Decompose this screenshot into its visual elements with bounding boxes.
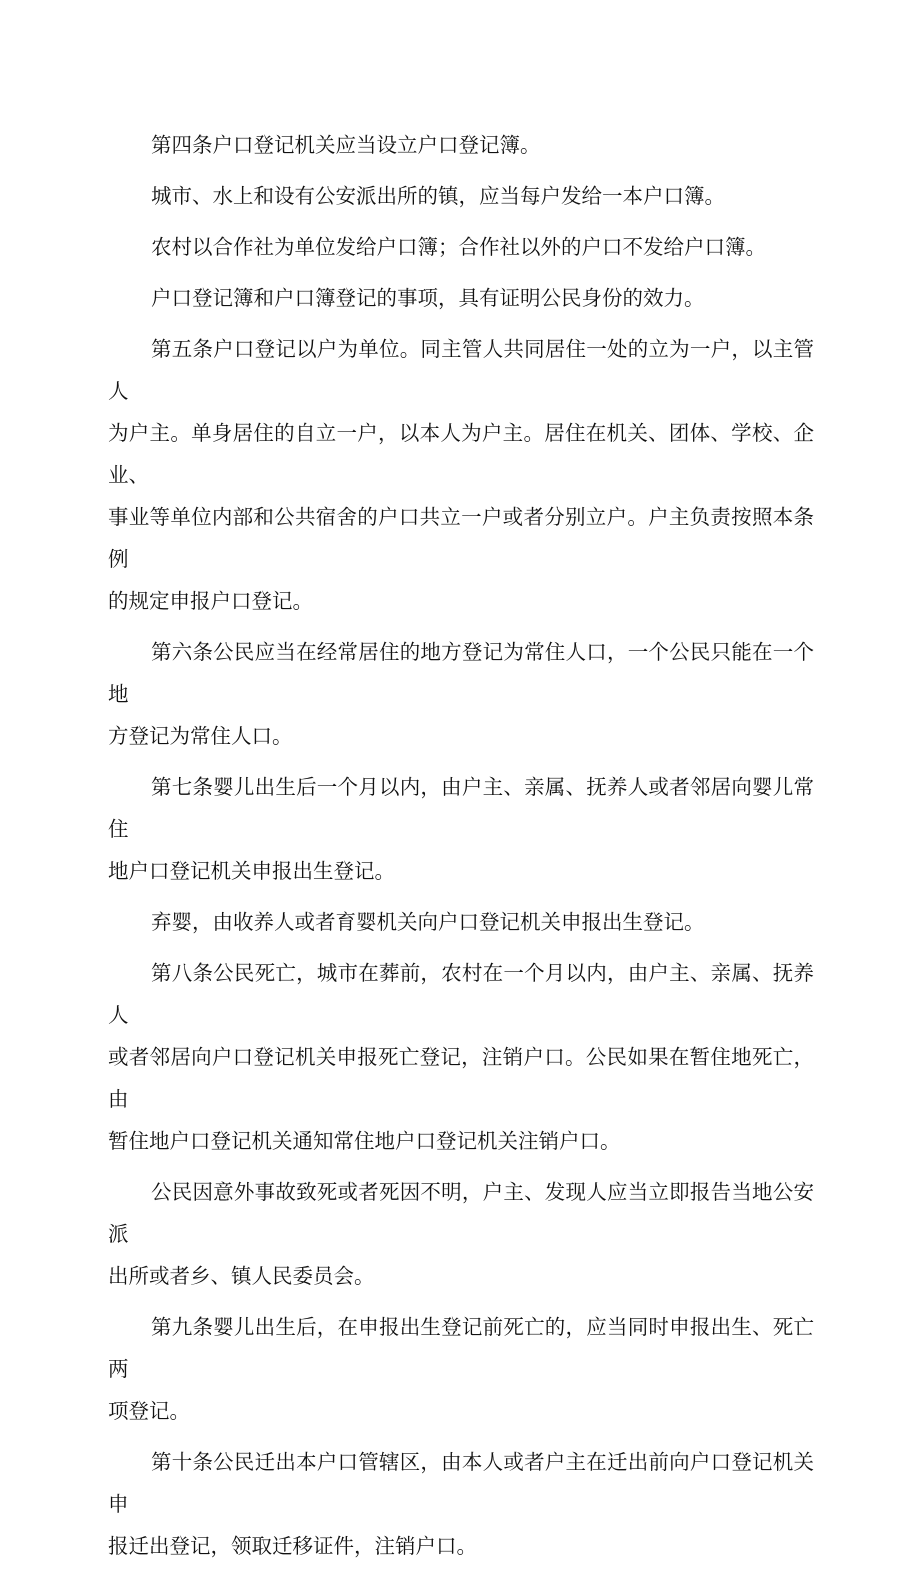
document-body [108, 124, 814, 1576]
paragraph-article-8: 第八条公民死亡，城市在葬前，农村在一个月以内，由户主、亲属、抚养人 或者邻居向户口登记机关申报死亡登记，注销户口。公民如果在暂住地死亡，由 暂住地户口登记机关通知常住地户口登记机关注销户口。 [108, 961, 814, 1153]
paragraph-registration-effect: 户口登记簿和户口簿登记的事项，具有证明公民身份的效力。 [151, 286, 705, 310]
paragraph-article-5: 第五条户口登记以户为单位。同主管人共同居住一处的立为一户，以主管人 为户主。单身居住的自立一户，以本人为户主。居住在机关、团体、学校、企业、 事业等单位内部和公共宿舍的户口共立一户或者分别立户。户主负责按照本条例 的规定申报户口登记。 [108, 337, 814, 613]
paragraph-rural-household-book: 农村以合作社为单位发给户口簿；合作社以外的户口不发给户口簿。 [151, 235, 766, 259]
paragraph-city-household-book: 城市、水上和设有公安派出所的镇，应当每户发给一本户口簿。 [151, 184, 725, 208]
paragraph-article-6: 第六条公民应当在经常居住的地方登记为常住人口，一个公民只能在一个地 方登记为常住人口。 [108, 640, 814, 748]
paragraph-article-10: 第十条公民迁出本户口管辖区，由本人或者户主在迁出前向户口登记机关申 报迁出登记，领取迁移证件，注销户口。 [108, 1450, 814, 1558]
paragraph-article-4: 第四条户口登记机关应当设立户口登记簿。 [151, 133, 541, 157]
paragraph-article-9: 第九条婴儿出生后，在申报出生登记前死亡的，应当同时申报出生、死亡两 项登记。 [108, 1315, 814, 1423]
paragraph-abandoned-infant: 弃婴，由收养人或者育婴机关向户口登记机关申报出生登记。 [151, 910, 705, 934]
paragraph-accidental-death: 公民因意外事故致死或者死因不明，户主、发现人应当立即报告当地公安派 出所或者乡、镇人民委员会。 [108, 1180, 814, 1288]
paragraph-article-7: 第七条婴儿出生后一个月以内，由户主、亲属、抚养人或者邻居向婴儿常住 地户口登记机关申报出生登记。 [108, 775, 814, 883]
